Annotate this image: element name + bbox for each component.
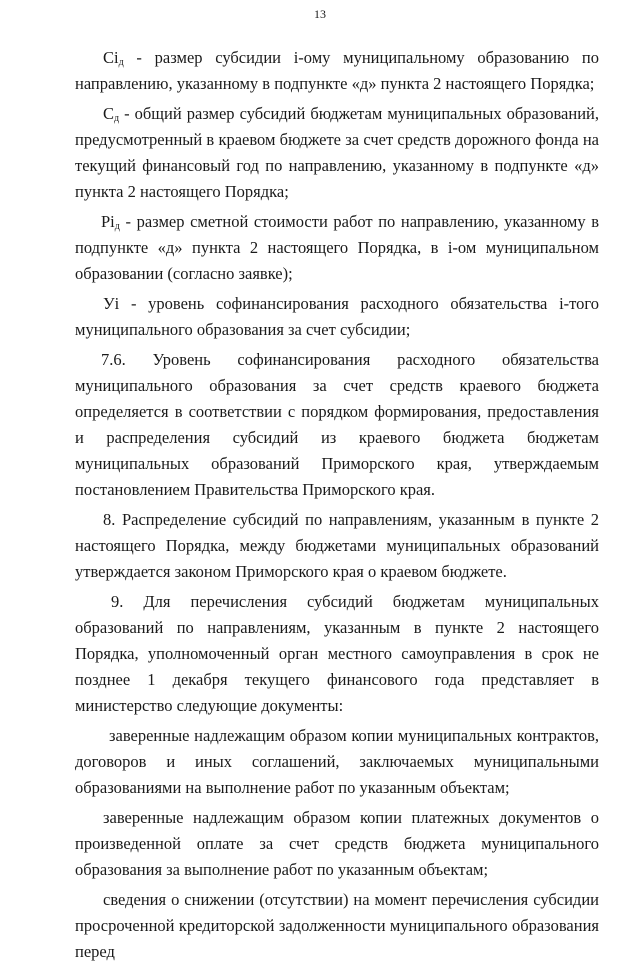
definition-text: - размер субсидии i-ому муниципальному образованию по направлению, указанному в подпункте «д» пункта 2 настоящего Порядка;	[75, 48, 599, 93]
definition-subscript: д	[114, 113, 120, 124]
definition-text: - уровень софинансирования расходного обязательства i-того муниципального образования за счет субсидии;	[75, 294, 599, 339]
paragraph-8: 8. Распределение субсидий по направлениям, указанным в пункте 2 настоящего Порядка, между бюджетами муниципальных образований утверждается законом Приморского края о краевом бюджете.	[75, 510, 599, 581]
definition-pi	[75, 209, 599, 287]
definition-c	[75, 101, 599, 205]
page-number: 13	[314, 7, 326, 21]
definition-symbol: Pi	[101, 212, 115, 231]
definition-subscript: д	[114, 221, 120, 232]
definition-subscript: д	[118, 57, 124, 68]
definition-symbol: C	[103, 104, 115, 123]
list-item-payments: заверенные надлежащим образом копии платежных документов о произведенной оплате за счет средств бюджета муниципального образования за выполнение работ по указанным объектам;	[75, 808, 599, 879]
list-item-debt-info: сведения о снижении (отсутствии) на момент перечисления субсидии просроченной кредиторской задолженности муниципального образования перед	[75, 890, 599, 961]
list-item-contracts: заверенные надлежащим образом копии муниципальных контрактов, договоров и иных соглашений, заключаемых муниципальными образованиями на выполнение работ по указанным объектам;	[75, 726, 599, 797]
definition-text: - размер сметной стоимости работ по направлению, указанному в подпункте «д» пункта 2 настоящего Порядка, в i-ом муниципальном образовании (согласно заявке);	[75, 212, 599, 283]
paragraph-9: 9. Для перечисления субсидий бюджетам муниципальных образований по направлениям, указанным в пункте 2 настоящего Порядка, уполномоченный орган местного самоуправления в срок не позднее 1 декабря текущего финансового года представляет в министерство следующие документы:	[75, 592, 599, 715]
definition-yi	[75, 291, 599, 343]
definition-ci	[75, 45, 599, 97]
definition-symbol: Ci	[103, 48, 119, 67]
definition-symbol: Уi	[103, 294, 120, 313]
paragraph-7-6: 7.6. Уровень софинансирования расходного обязательства муниципального образования за счет средств краевого бюджета определяется в соответствии с порядком формирования, предоставления и распределения субсидий из краевого бюджета бюджетам муниципальных образований Приморского края, утверждаемым постановлением Правительства Приморского края.	[75, 350, 599, 499]
definition-text: - общий размер субсидий бюджетам муниципальных образований, предусмотренный в краевом бюджете за счет средств дорожного фонда на текущий финансовый год по направлению, указанному в подпункте «д» пункта 2 настоящего Порядка;	[75, 104, 599, 201]
document-body	[75, 45, 599, 969]
